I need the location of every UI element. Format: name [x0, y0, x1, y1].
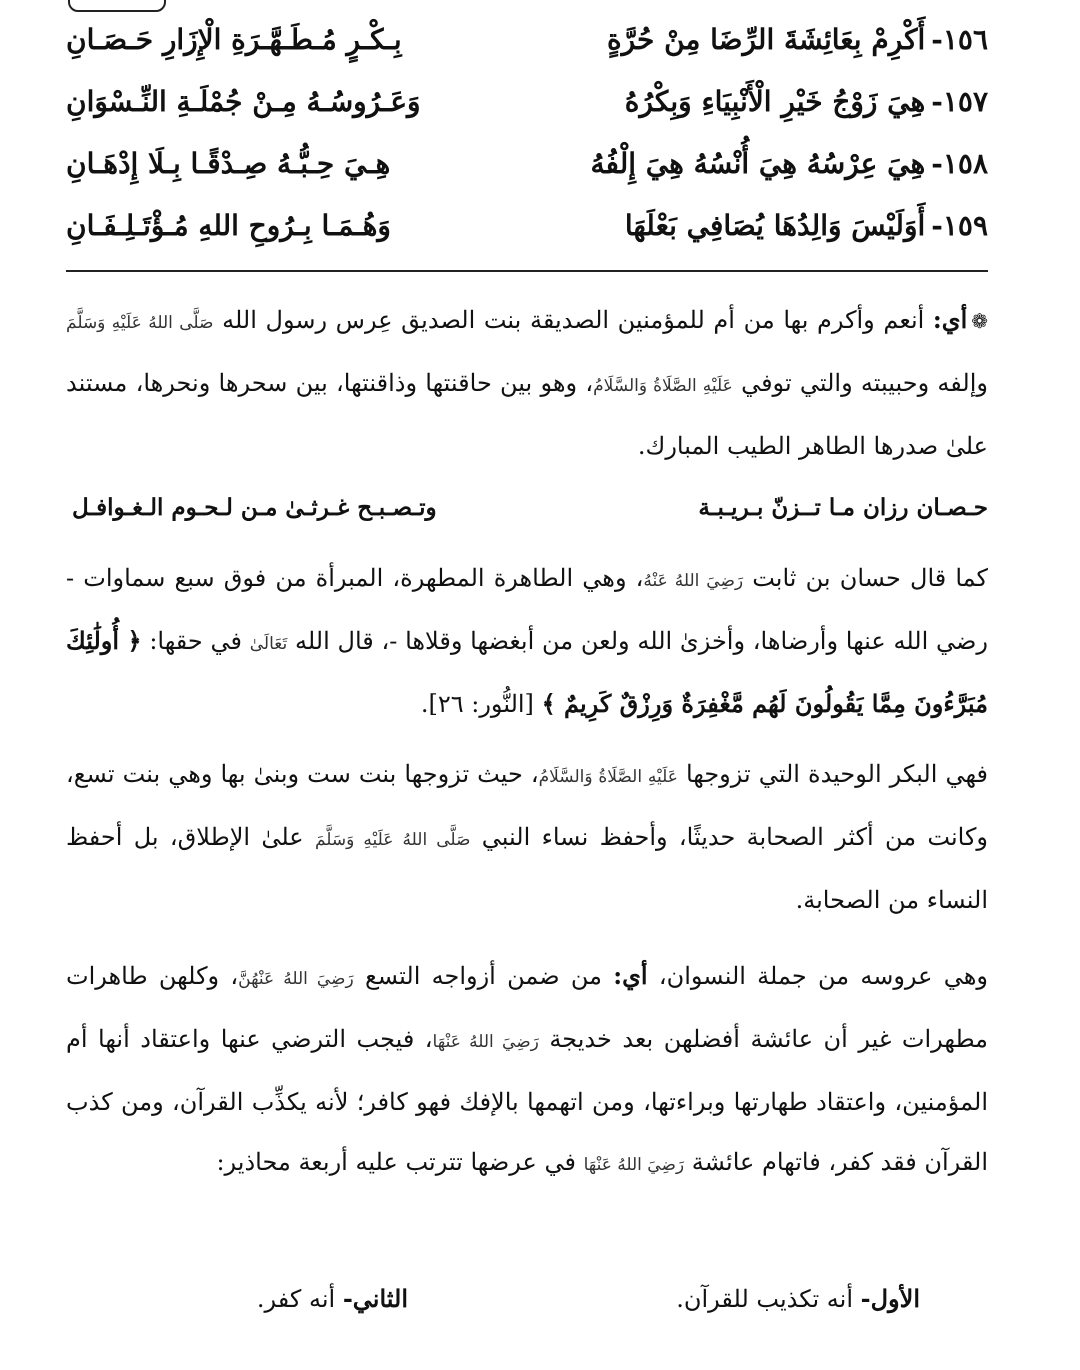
verse-first-hemistich: أَوَلَيْسَ وَالِدُهَا يُصَافِي بَعْلَهَا — [624, 209, 926, 242]
honorific: صَلَّى اللهُ عَلَيْهِ وَسَلَّمَ — [314, 830, 471, 850]
poem-block — [60, 18, 988, 266]
verse-second-hemistich: هِـيَ حِـبُّـهُ صِـدْقًـا بِـلَا إِدْهَـانِ — [66, 147, 391, 180]
lead-word: أي: — [932, 305, 968, 334]
verse-first-hemistich: هِيَ عِرْسُهُ هِيَ أُنْسُهُ هِيَ إِلْفُهُ — [590, 147, 926, 180]
points-list — [66, 1274, 988, 1324]
lead-word: أي: — [613, 961, 648, 990]
verse-158 — [60, 142, 988, 204]
honorific: رَضِيَ اللهُ عَنْهَا — [583, 1155, 685, 1175]
page-header-tab — [68, 0, 166, 12]
honorific: صَلَّى اللهُ عَلَيْهِ وَسَلَّمَ — [66, 313, 214, 333]
separator-rule — [66, 270, 988, 272]
flower-ornament-icon: ❁ — [971, 309, 988, 333]
quoted-verse-first-hemistich: حـصـان رزان مـا تــزنّ بـريـبـة — [698, 494, 988, 521]
verse-first-hemistich: هِيَ زَوْجُ خَيْرِ الْأَنْبِيَاءِ وَبِكْرُهُ — [624, 85, 926, 118]
verse-first-hemistich: أَكْرِمْ بِعَائِشَةَ الرِّضَا مِنْ حُرَّةٍ — [606, 23, 926, 56]
quran-reference: [النُّور: ٢٦]. — [420, 690, 534, 718]
verse-159 — [60, 204, 988, 266]
verse-number: ١٥٨- — [931, 147, 988, 180]
verse-number: ١٥٧- — [931, 85, 988, 118]
quran-quote: ﴿ أُولَٰئِكَ مُبَرَّءُونَ مِمَّا يَقُولُونَ لَهُم مَّغْفِرَةٌ وَرِزْقٌ كَرِيمٌ ﴾ — [66, 626, 988, 718]
commentary-paragraph-3: فهي البكر الوحيدة التي تزوجها عَلَيْهِ الصَّلَاةُ وَالسَّلَامُ، حيث تزوجها بنت ست وبنىٰ بها وهي بنت تسع، وكانت من أكثر الصحابة حديثًا، وأحفظ نساء النبي صَلَّى اللهُ عَلَيْهِ وَسَلَّمَ علىٰ الإطلاق، بل أحفظ النساء من الصحابة. — [66, 760, 988, 914]
verse-second-hemistich: وَعَـرُوسُـهُ مِـنْ جُمْلَـةِ النِّـسْوَانِ — [66, 85, 421, 118]
quoted-verse-second-hemistich: وتـصـبـح غـرثـىٰ مـن لـحـوم الـغـوافـل — [72, 494, 437, 521]
honorific: رَضِيَ اللهُ عَنْهُنَّ — [238, 969, 354, 989]
verse-number: ١٥٩- — [931, 209, 988, 242]
honorific: رَضِيَ اللهُ عَنْهُ — [643, 571, 744, 591]
verse-156 — [60, 18, 988, 80]
honorific: رَضِيَ اللهُ عَنْهَا — [432, 1032, 539, 1052]
commentary-paragraph-1: ❁أي: أنعم وأكرم بها من أم للمؤمنين الصديقة بنت الصديق عِرس رسول الله صَلَّى اللهُ عَلَيْهِ وَسَلَّمَ وإلفه وحبيبته والتي توفي عَلَيْهِ الصَّلَاةُ وَالسَّلَامُ، وهو بين حاقنتها وذاقنتها، بين سحرها ونحرها، مستند علىٰ صدرها الطاهر الطيب المبارك. — [66, 305, 989, 460]
commentary-paragraph-2: كما قال حسان بن ثابت رَضِيَ اللهُ عَنْهُ، وهي الطاهرة المطهرة، المبرأة من فوق سبع سماوات - رضي الله عنها وأرضاها، وأخزىٰ الله ولعن من أبغضها وقلاها -، قال الله تَعَالَىٰ في حقها: ﴿ أُولَٰئِكَ مُبَرَّءُونَ مِمَّا يَقُولُونَ لَهُم مَّغْفِرَةٌ وَرِزْقٌ كَرِيمٌ ﴾ [النُّور: ٢٦]. — [66, 564, 988, 718]
verse-number: ١٥٦- — [931, 23, 988, 56]
point-first: الأول- أنه تكذيب للقرآن. — [676, 1284, 920, 1313]
honorific: عَلَيْهِ الصَّلَاةُ وَالسَّلَامُ — [538, 767, 678, 787]
quoted-verse — [66, 486, 988, 536]
verse-second-hemistich: بِـكْـرٍ مُـطَـهَّـرَةِ الْإِزَارِ حَـصَـانِ — [66, 23, 402, 56]
point-second: الثاني- أنه كفر. — [256, 1284, 408, 1313]
verse-second-hemistich: وَهُـمَـا بِـرُوحِ اللهِ مُـؤْتَـلِـفَـانِ — [66, 209, 391, 242]
commentary-paragraph-4: وهي عروسه من جملة النسوان، أي: من ضمن أزواجه التسع رَضِيَ اللهُ عَنْهُنَّ، وكلهن طاهرات مطهرات غير أن عائشة أفضلهن بعد خديجة رَضِيَ اللهُ عَنْهَا، فيجب الترضي عنها واعتقاد أنها أم المؤمنين، واعتقاد طهارتها وبراءتها، ومن اتهمها بالإفك فهو كافر؛ لأنه يكذِّب القرآن، ومن كذب القرآن فقد كفر، فاتهام عائشة رَضِيَ اللهُ عَنْهَا في عرضها تترتب عليه أربعة محاذير: — [66, 961, 988, 1176]
honorific: تَعَالَىٰ — [249, 634, 288, 654]
verse-157 — [60, 80, 988, 142]
honorific: عَلَيْهِ الصَّلَاةُ وَالسَّلَامُ — [593, 376, 733, 396]
